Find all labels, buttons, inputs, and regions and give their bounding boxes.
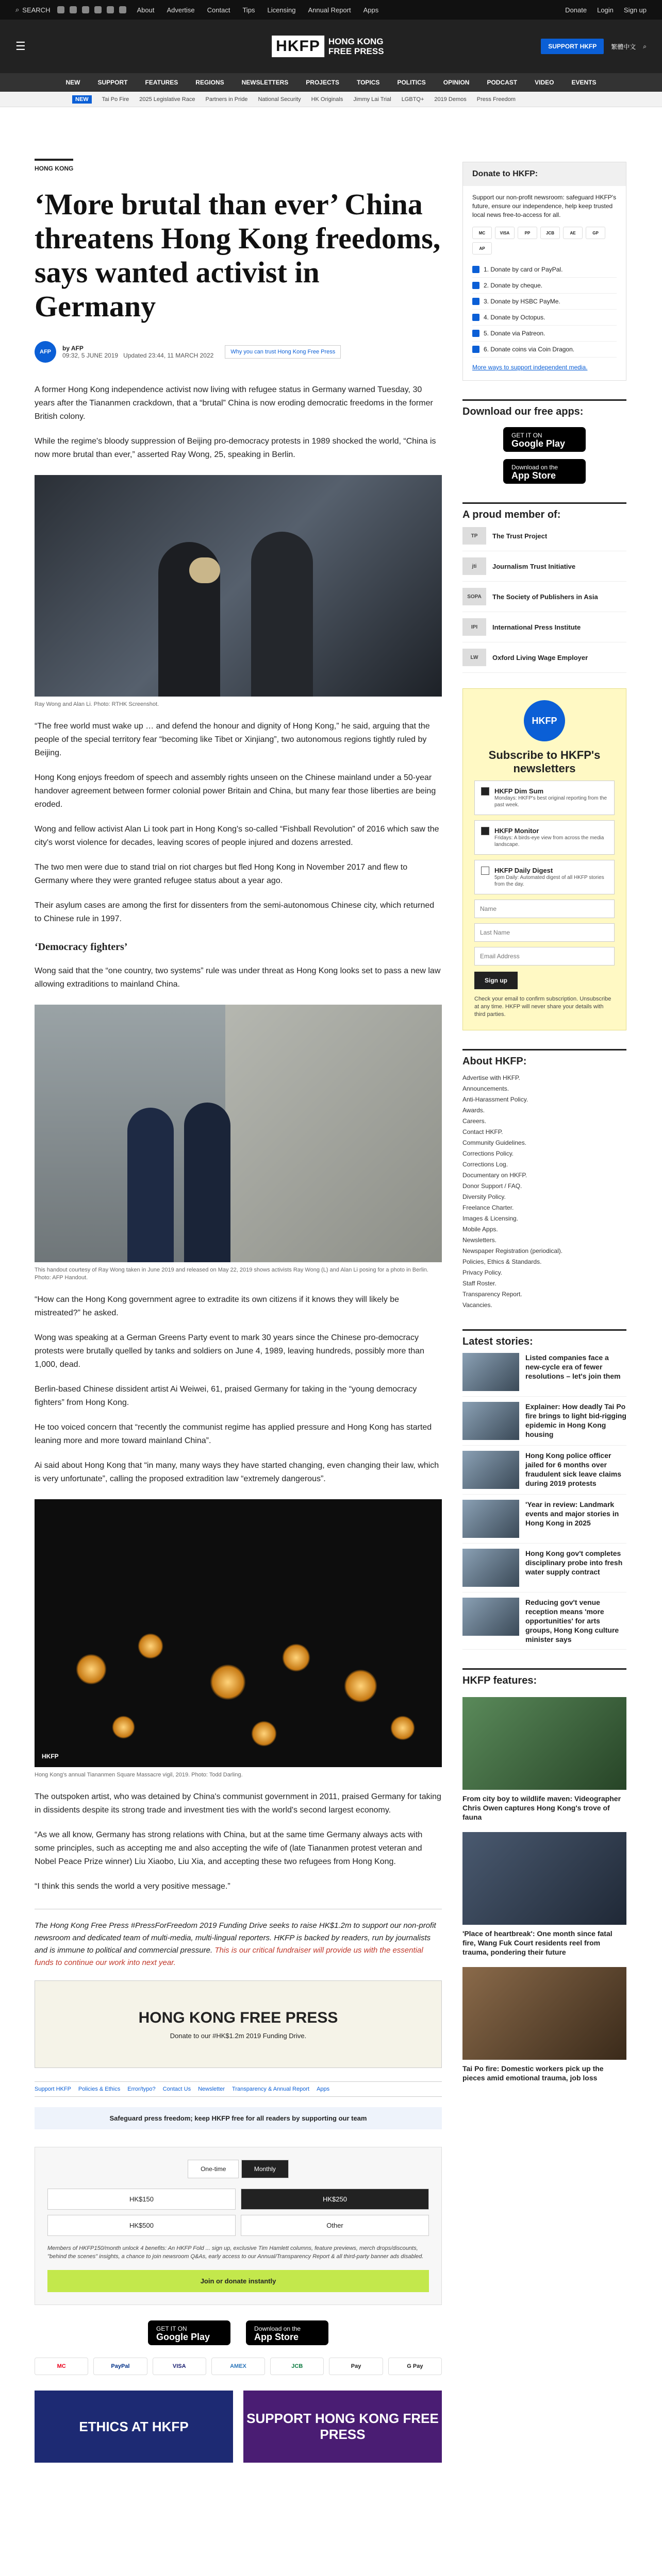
story-title: Explainer: How deadly Tai Po fire brings to light bid-rigging epidemic in Hong Kong housing: [525, 1402, 626, 1438]
hot-topic-item[interactable]: Partners in Pride: [205, 96, 248, 103]
story-item[interactable]: [462, 1592, 626, 1650]
about-link[interactable]: Freelance Charter.: [462, 1204, 514, 1211]
top-link-licensing[interactable]: Licensing: [267, 6, 296, 14]
about-link[interactable]: Anti-Harassment Policy.: [462, 1096, 528, 1103]
top-bar: [0, 0, 662, 20]
feature-image: [462, 1832, 626, 1925]
nav-item-projects[interactable]: PROJECTS: [306, 79, 339, 86]
app-store-badge[interactable]: [503, 459, 586, 484]
donate-text: Support our non-profit newsroom: safeguard HKFP's future, ensure our independence, help keep trusted local news free-to-access for all.: [472, 194, 617, 218]
badge-small-text: GET IT ON: [511, 432, 542, 439]
story-item[interactable]: [462, 1544, 626, 1592]
google-play-badge[interactable]: [503, 427, 586, 452]
living-wage-logo: LW: [462, 649, 486, 666]
about-link[interactable]: Awards.: [462, 1107, 485, 1114]
story-thumbnail: [462, 1353, 519, 1391]
paragraph: He too voiced concern that “recently the communist regime has applied pressure and Hong Kong has started leaning more and more toward mainland China”.: [35, 1423, 432, 1445]
checkbox-checked[interactable]: [481, 827, 489, 835]
email-field[interactable]: Email Address: [474, 947, 615, 965]
amount-other[interactable]: Other: [241, 2215, 429, 2236]
badge-big-text: App Store: [511, 470, 556, 481]
visa-icon: VISA: [153, 2358, 206, 2375]
more-ways-link[interactable]: More ways to support independent media.: [472, 364, 588, 371]
hot-topic-item[interactable]: LGBTQ+: [401, 96, 424, 103]
paragraph: “How can the Hong Kong government agree to extradite its own citizens if it knows they will likely be mistreated?” he asked.: [35, 1295, 400, 1317]
sopa-logo: SOPA: [462, 588, 486, 605]
amex-icon: AMEX: [211, 2358, 265, 2375]
ethics-banner[interactable]: ETHICS AT HKFP: [35, 2391, 233, 2463]
paragraph: Wong said that the “one country, two systems” rule was under threat as Hong Kong looks set to pass a new law allowing extraditions to mainland China.: [35, 967, 441, 989]
about-link[interactable]: Newspaper Registration (periodical).: [462, 1247, 563, 1255]
newsletter-box: [462, 688, 626, 1030]
footer-link-contact[interactable]: Contact Us: [162, 2086, 191, 2092]
about-link[interactable]: Advertise with HKFP.: [462, 1074, 520, 1081]
about-link[interactable]: Transparency Report.: [462, 1291, 522, 1298]
features-title: HKFP features:: [462, 1668, 626, 1687]
story-item[interactable]: [462, 1495, 626, 1544]
hot-topic-item[interactable]: 2019 Demos: [434, 96, 467, 103]
promo-subtitle: Donate to our #HK$1.2m 2019 Funding Drive.: [170, 2031, 307, 2040]
donate-method[interactable]: 4. Donate by Octopus.: [472, 310, 617, 326]
donate-method[interactable]: 6. Donate coins via Coin Dragon.: [472, 342, 617, 358]
footer-link-apps[interactable]: Apps: [317, 2086, 330, 2092]
top-link-contact[interactable]: Contact: [207, 6, 230, 14]
about-link[interactable]: Privacy Policy.: [462, 1269, 503, 1276]
instagram-icon[interactable]: [82, 6, 89, 13]
image-caption: Ray Wong and Alan Li. Photo: RTHK Screenshot.: [35, 701, 159, 707]
member-label: The Society of Publishers in Asia: [492, 592, 598, 601]
image-caption: This handout courtesy of Ray Wong taken in June 2019 and released on May 22, 2019 shows activists Ray Wong (L) and Alan Li posing for a photo in Berlin. Photo: AFP Handout.: [35, 1267, 428, 1281]
footer-link-error[interactable]: Error/typo?: [127, 2086, 156, 2092]
nav-item-video[interactable]: VIDEO: [535, 79, 554, 86]
google-play-badge[interactable]: [148, 2320, 230, 2345]
member-item[interactable]: [462, 642, 626, 673]
hot-topic-item[interactable]: Tai Po Fire: [102, 96, 129, 103]
logo-name: HONG KONG FREE PRESS: [328, 37, 384, 56]
donate-methods: [472, 262, 617, 358]
about-link[interactable]: Careers.: [462, 1117, 487, 1125]
pay-icon: AE: [563, 227, 583, 239]
name-field[interactable]: Name: [474, 900, 615, 918]
hot-topic-item[interactable]: HK Originals: [311, 96, 343, 103]
badge-small-text: GET IT ON: [156, 2325, 187, 2332]
donate-method[interactable]: 3. Donate by HSBC PayMe.: [472, 294, 617, 310]
nav-item-opinion[interactable]: OPINION: [443, 79, 470, 86]
paragraph: “The free world must wake up … and defend the honour and dignity of Hong Kong,” he said, arguing that the people of the special territory fear “becoming like Tibet or Xinjiang”, two autonomous regions tightly ruled by Beijing.: [35, 722, 430, 757]
story-item[interactable]: [462, 1348, 626, 1397]
safeguard-banner[interactable]: Safeguard press freedom; keep HKFP free for all readers by supporting our team: [35, 2107, 442, 2129]
telegram-icon[interactable]: [107, 6, 114, 13]
donate-box: [462, 162, 626, 381]
pay-icon: MC: [472, 227, 492, 239]
hot-topic-item[interactable]: 2025 Legislative Race: [139, 96, 195, 103]
join-donate-button[interactable]: Join or donate instantly: [47, 2270, 429, 2292]
about-link[interactable]: Documentary on HKFP.: [462, 1172, 527, 1179]
nav-item-new[interactable]: NEW: [65, 79, 80, 86]
article-title: ‘More brutal than ever’ China threatens Hong Kong freedoms, says wanted activist in Germany: [35, 188, 441, 323]
google-pay-icon: G Pay: [388, 2358, 442, 2375]
member-title: A proud member of:: [462, 502, 626, 521]
option-desc: Mondays: HKFP's best original reporting from the past week.: [494, 795, 607, 808]
about-links: [462, 1073, 626, 1311]
paragraph: Wong was speaking at a German Greens Party event to mark 30 years since the Chinese pro-democracy protests were brutally quelled by tanks and soldiers on June 4, 1989, leaving hundreds, possibly more than 1,000, dead.: [35, 1333, 425, 1369]
tab-one-time[interactable]: One-time: [188, 2160, 239, 2178]
site-header: [0, 20, 662, 73]
story-thumbnail: [462, 1402, 519, 1440]
paragraph: A former Hong Kong independence activist now living with refugee status in Germany warned Tuesday, 30 years after the Tiananmen crackdown, that a “brutal” China is now eroding democratic freedoms in the former British colony.: [35, 385, 433, 421]
subheading: ‘Democracy fighters’: [35, 941, 128, 953]
footer-link-support[interactable]: Support HKFP: [35, 2086, 71, 2092]
member-item[interactable]: [462, 612, 626, 642]
image-watermark: HKFP: [42, 1753, 59, 1760]
feature-title: 'Place of heartbreak': One month since fatal fire, Wang Fuk Court residents reel from trauma, pondering their future: [462, 1929, 613, 1956]
footer-links: [35, 2081, 442, 2097]
search-icon: ⌕: [15, 6, 20, 13]
member-item[interactable]: [462, 582, 626, 612]
checkbox[interactable]: [481, 867, 489, 875]
about-link[interactable]: Donor Support / FAQ.: [462, 1182, 522, 1190]
option-desc: 5pm Daily: Automated digest of all HKFP stories from the day.: [494, 875, 604, 887]
top-links: [137, 6, 378, 14]
newsletter-title: Subscribe to HKFP's newsletters: [488, 749, 601, 775]
hot-topic-item[interactable]: National Security: [258, 96, 301, 103]
member-item[interactable]: [462, 521, 626, 551]
top-link-tips[interactable]: Tips: [242, 6, 255, 14]
feature-title: From city boy to wildlife maven: Videographer Chris Owen captures Hong Kong's trove of fauna: [462, 1794, 621, 1821]
promo-title: HONG KONG FREE PRESS: [138, 2009, 338, 2026]
tab-monthly[interactable]: Monthly: [241, 2160, 289, 2178]
paragraph: While the regime's bloody suppression of Beijing pro-democracy protests in 1989 shocked the world, “China is now more brutal than ever,” asserted Ray Wong, 25, speaking in Berlin.: [35, 437, 436, 459]
fund-drive-highlight: This is our critical fundraiser will provide us with the essential funds to continue our work into next year.: [35, 1946, 423, 1967]
about-link[interactable]: Corrections Log.: [462, 1161, 508, 1168]
about-link[interactable]: Mobile Apps.: [462, 1226, 498, 1233]
signup-button[interactable]: Sign up: [474, 972, 518, 989]
pay-icon: AP: [472, 242, 492, 255]
fund-drive-section: [35, 1909, 442, 2068]
support-banner[interactable]: SUPPORT HONG KONG FREE PRESS: [243, 2391, 442, 2463]
membership-note: Members of HKFP150/month unlock 4 benefits: An HKFP Fold ... sign up, exclusive Tim Hamlett columns, feature previews, merch drops/discounts, "behind the scenes" insights, a chance to join newsroom Q&As, early access to our Annual/Transparency Report & all third-party banner ads disabled.: [47, 2245, 424, 2260]
about-link[interactable]: Policies, Ethics & Standards.: [462, 1258, 542, 1265]
amount-option-selected[interactable]: HK$250: [241, 2189, 429, 2210]
paragraph: The two men were due to stand trial on riot charges but fled Hong Kong in November 2017 and flew to Germany where they were granted refugee status about a year ago.: [35, 863, 408, 885]
footer-link-transparency[interactable]: Transparency & Annual Report: [232, 2086, 310, 2092]
about-link[interactable]: Images & Licensing.: [462, 1215, 519, 1222]
donate-title: Donate to HKFP:: [463, 162, 626, 186]
social-icons: [57, 6, 126, 13]
nav-item-support[interactable]: SUPPORT: [97, 79, 128, 86]
article-image-1: [35, 475, 442, 697]
facebook-icon[interactable]: [57, 6, 64, 13]
story-item[interactable]: [462, 1446, 626, 1495]
bottom-banners: [35, 2391, 442, 2463]
story-thumbnail: [462, 1549, 519, 1587]
search-label: SEARCH: [22, 6, 51, 14]
feature-item[interactable]: [462, 1697, 626, 1822]
paragraph: Hong Kong enjoys freedom of speech and assembly rights unseen on the Chinese mainland under a 50-year handover agreement between former colonial power Britain and China, but many fear those liberties are being eroded.: [35, 773, 436, 809]
footer-link-newsletter[interactable]: Newsletter: [198, 2086, 225, 2092]
main-nav: [0, 73, 662, 92]
hot-topic-item[interactable]: Jimmy Lai Trial: [353, 96, 391, 103]
last-name-field[interactable]: Last Name: [474, 923, 615, 942]
about-link[interactable]: Newsletters.: [462, 1236, 497, 1244]
top-signup-link[interactable]: Sign up: [623, 6, 647, 14]
paragraph: Wong and fellow activist Alan Li took part in Hong Kong's so-called “Fishball Revolution” of 2016 which saw the city's worst violence for decades, leaving scores of people injured and dozens arrested.: [35, 825, 439, 847]
support-hkfp-button[interactable]: SUPPORT HKFP: [541, 39, 604, 54]
nav-item-events[interactable]: EVENTS: [571, 79, 597, 86]
language-link[interactable]: 繁體中文: [611, 43, 636, 50]
top-search[interactable]: [15, 6, 50, 14]
sidebar: [462, 107, 626, 2082]
feature-image: [462, 1967, 626, 2060]
nav-item-politics[interactable]: POLITICS: [397, 79, 426, 86]
pay-icon: PP: [518, 227, 537, 239]
story-title: Listed companies face a new-cycle era of fewer resolutions – let's join them: [525, 1353, 621, 1380]
about-title: About HKFP:: [462, 1049, 626, 1067]
about-link[interactable]: Contact HKFP.: [462, 1128, 503, 1136]
app-badges: [35, 2320, 442, 2345]
nav-item-topics[interactable]: TOPICS: [356, 79, 380, 86]
about-link[interactable]: Vacancies.: [462, 1301, 492, 1309]
top-login-link[interactable]: Login: [597, 6, 614, 14]
story-item[interactable]: [462, 1397, 626, 1446]
top-donate-link[interactable]: Donate: [565, 6, 587, 14]
article-image-2: [35, 1005, 442, 1262]
donate-method[interactable]: 2. Donate by cheque.: [472, 278, 617, 294]
top-link-about[interactable]: About: [137, 6, 155, 14]
donate-method[interactable]: 5. Donate via Patreon.: [472, 326, 617, 342]
newsletter-option[interactable]: [474, 781, 615, 815]
pay-icon: GP: [586, 227, 605, 239]
story-thumbnail: [462, 1500, 519, 1538]
newsletter-note: Check your email to confirm subscription. Unsubscribe at any time. HKFP will never share your details with third parties.: [474, 996, 611, 1018]
paragraph: Their asylum cases are among the first for dissenters from the semi-autonomous Chinese city, which returned to Chinese rule in 1997.: [35, 901, 435, 923]
top-link-advertise[interactable]: Advertise: [167, 6, 195, 14]
feature-item[interactable]: [462, 1967, 626, 2082]
byline: [35, 341, 442, 363]
feature-title: Tai Po fire: Domestic workers pick up the pieces amid emotional trauma, job loss: [462, 2064, 604, 2082]
badge-big-text: App Store: [254, 2332, 299, 2342]
story-title: Hong Kong police officer jailed for 6 months over fraudulent sick leave claims during 2019 protests: [525, 1451, 621, 1487]
paragraph: “As we all know, Germany has strong relations with China, but at the same time Germany always acts with some principles, such as accepting me and also accepting the wife of (late Tiananmen protest veteran and Nobel Peace Prize winner) Liu Xiaobo, Liu Xia, and accepting these two refugees from Hong Kong.: [35, 1831, 423, 1866]
mastercard-icon: MC: [35, 2358, 88, 2375]
newsletter-option[interactable]: [474, 820, 615, 855]
paragraph: Ai said about Hong Kong that “in many, many ways they have started changing, even changing their law, which is very unfortunate”, calling the proposed extradition law “extremely dangerous”.: [35, 1461, 439, 1483]
donation-widget: [35, 2147, 442, 2305]
nav-item-podcast[interactable]: PODCAST: [487, 79, 518, 86]
sidebar-app-badges: [462, 427, 626, 484]
pay-icon: VISA: [495, 227, 515, 239]
payment-cards: [35, 2358, 442, 2375]
rss-icon[interactable]: [119, 6, 126, 13]
story-title: 'Year in review: Landmark events and major stories in Hong Kong in 2025: [525, 1500, 619, 1527]
article-image-3: [35, 1499, 442, 1767]
hot-topics-bar: [0, 92, 662, 107]
paragraph: “I think this sends the world a very positive message.”: [35, 1882, 230, 1891]
jti-logo: jti: [462, 557, 486, 575]
apps-title: Download our free apps:: [462, 399, 626, 418]
newsletter-option[interactable]: [474, 860, 615, 894]
checkbox-checked[interactable]: [481, 787, 489, 795]
funding-drive-promo[interactable]: [35, 1980, 442, 2068]
footer-link-policies[interactable]: Policies & Ethics: [78, 2086, 121, 2092]
about-link[interactable]: Community Guidelines.: [462, 1139, 527, 1146]
option-name: HKFP Monitor: [494, 827, 539, 835]
trust-project-logo: TP: [462, 527, 486, 545]
fund-drive-text: The Hong Kong Free Press #PressForFreedom 2019 Funding Drive seeks to raise HK$1.2m to support our non-profit newsroom and dedicated team of multi-media, multi-lingual reporters. HKFP is backed by readers, run by journalists and is immune to political and commercial pressure.: [35, 1921, 436, 1955]
pay-methods: [472, 227, 617, 255]
member-label: Journalism Trust Initiative: [492, 562, 576, 570]
publish-date: 09:32, 5 JUNE 2019: [62, 352, 119, 359]
paypal-icon: PayPal: [93, 2358, 147, 2375]
apple-pay-icon: Pay: [329, 2358, 383, 2375]
article-category[interactable]: HONG KONG: [35, 159, 73, 172]
about-link[interactable]: Announcements.: [462, 1085, 509, 1092]
about-link[interactable]: Staff Roster.: [462, 1280, 496, 1287]
newsletter-badge: HKFP: [524, 700, 565, 741]
nav-item-regions[interactable]: REGIONS: [195, 79, 224, 86]
article-main: [35, 107, 442, 2463]
top-link-apps[interactable]: Apps: [363, 6, 379, 14]
menu-icon[interactable]: ☰: [15, 40, 26, 53]
about-link[interactable]: Corrections Policy.: [462, 1150, 514, 1157]
youtube-icon[interactable]: [94, 6, 102, 13]
option-desc: Fridays: A birds-eye view from across the media landscape.: [494, 835, 604, 848]
nav-item-newsletters[interactable]: NEWSLETTERS: [241, 79, 289, 86]
paragraph: Berlin-based Chinese dissident artist Ai Weiwei, 61, praised Germany for taking in the “young democracy fighters” from Hong Kong.: [35, 1385, 417, 1407]
member-label: Oxford Living Wage Employer: [492, 653, 588, 662]
app-store-badge[interactable]: [246, 2320, 328, 2345]
story-thumbnail: [462, 1451, 519, 1489]
badge-small-text: Download on the: [511, 464, 558, 471]
ipi-logo: IPI: [462, 618, 486, 636]
search-icon[interactable]: ⌕: [643, 42, 647, 50]
updated-date: Updated 23:44, 11 MARCH 2022: [123, 352, 214, 359]
trust-link[interactable]: Why you can trust Hong Kong Free Press: [225, 345, 341, 359]
amount-option[interactable]: HK$150: [47, 2189, 236, 2210]
pay-icon: JCB: [540, 227, 560, 239]
site-logo[interactable]: [272, 36, 390, 57]
logo-mark: HKFP: [272, 36, 324, 57]
hot-topic-item[interactable]: Press Freedom: [476, 96, 516, 103]
badge-small-text: Download on the: [254, 2325, 301, 2332]
author-name[interactable]: by AFP: [62, 345, 84, 352]
latest-list: [462, 1348, 626, 1650]
image-caption: Hong Kong's annual Tiananmen Square Massacre vigil, 2019. Photo: Todd Darling.: [35, 1772, 243, 1778]
paragraph: The outspoken artist, who was detained by China's communist government in 2011, praised Germany for taking in dissidents despite its strong trade and investment ties with the world's second largest economy.: [35, 1792, 441, 1815]
member-label: The Trust Project: [492, 532, 548, 540]
badge-big-text: Google Play: [156, 2332, 210, 2342]
jcb-icon: JCB: [270, 2358, 324, 2375]
story-thumbnail: [462, 1598, 519, 1636]
member-item[interactable]: [462, 551, 626, 582]
top-link-annual-report[interactable]: Annual Report: [308, 6, 351, 14]
latest-title: Latest stories:: [462, 1329, 626, 1348]
amount-option[interactable]: HK$500: [47, 2215, 236, 2236]
feature-item[interactable]: [462, 1832, 626, 1957]
story-title: Hong Kong gov't completes disciplinary probe into fresh water supply contract: [525, 1549, 623, 1576]
donate-method[interactable]: 1. Donate by card or PayPal.: [472, 262, 617, 278]
option-name: HKFP Daily Digest: [494, 867, 553, 874]
nav-item-features[interactable]: FEATURES: [145, 79, 178, 86]
member-label: International Press Institute: [492, 623, 581, 631]
feature-image: [462, 1697, 626, 1790]
hot-badge: NEW: [72, 95, 92, 104]
about-link[interactable]: Diversity Policy.: [462, 1193, 506, 1200]
member-list: [462, 521, 626, 673]
option-name: HKFP Dim Sum: [494, 787, 544, 795]
badge-big-text: Google Play: [511, 438, 566, 449]
story-title: Reducing gov't venue reception means 'more opportunities' for arts groups, Hong Kong culture minister says: [525, 1598, 619, 1643]
avatar: AFP: [35, 341, 56, 363]
twitter-icon[interactable]: [70, 6, 77, 13]
